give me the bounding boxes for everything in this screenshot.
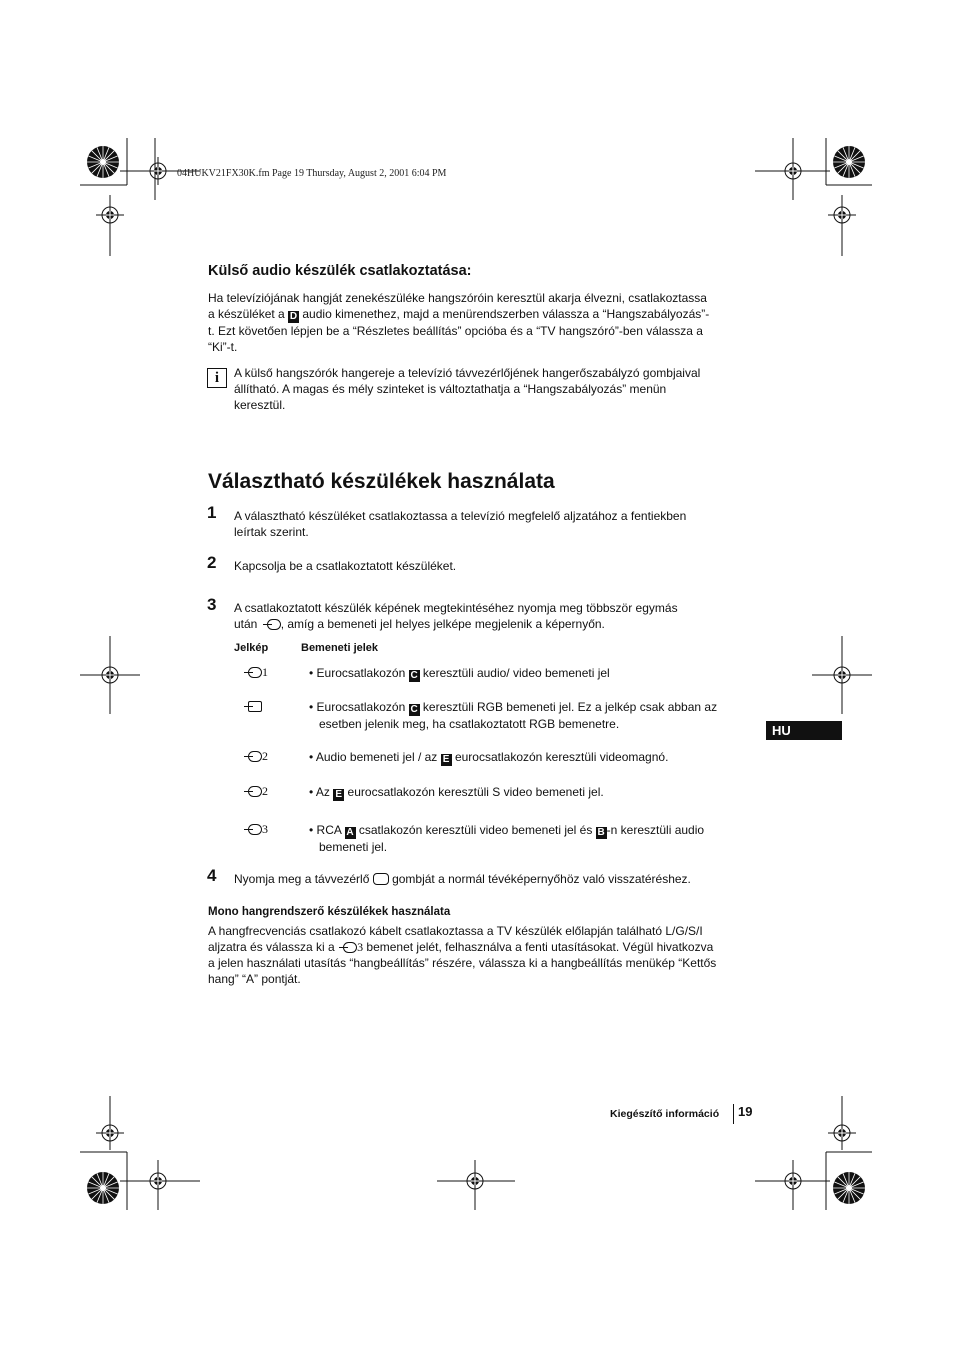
step-1-text: A választható készüléket csatlakoztassa a televízió megfelelő aljzatához a fentiekben leírtak szerint. <box>234 509 687 539</box>
table-header-signal: Bemeneti jelek <box>301 642 379 654</box>
tv-button-icon <box>373 873 389 885</box>
rgb-input-icon <box>248 701 262 712</box>
note-text: A külső hangszórók hangereje a televízió távvezérlőjének hangerőszabályzó gombjaival állítható. A magas és mély szinteket is változtathatja a “Hangszabályozás” menün keresztül. <box>234 366 701 412</box>
table-row: • Audio bemeneti jel / az E eurocsatlakozón keresztüli videomagnó. <box>309 750 669 765</box>
table-row: • RCA A csatlakozón keresztüli video bemeneti jel és B -n keresztüli audio bemeneti jel. <box>309 823 705 854</box>
s-video-symbol: 2 <box>248 784 268 799</box>
s-video-icon <box>248 786 262 797</box>
section-heading-external-audio: Külső audio készülék csatlakoztatása: <box>208 263 472 279</box>
table-header-symbol: Jelkép <box>234 642 269 654</box>
input-symbol-3: 3 <box>248 822 268 837</box>
input-symbol-2: 2 <box>248 749 268 764</box>
external-audio-paragraph: Ha televíziójának hangját zenekészüléke hangszóróin keresztül akarja élvezni, csatlakoztassa a készüléket a D audio kimenethez, majd a menürendszerben válassza a “Hangszabályozás”- t. Ezt követően lépjen be a “Részletes beállítás” opcióba és a “TV hangszóró”-ben válassza a “Ki”-t. <box>208 291 710 354</box>
step-number-2: 2 <box>207 553 217 572</box>
input-icon <box>248 667 262 678</box>
input-symbol-1: 1 <box>248 665 268 680</box>
input-icon <box>343 942 357 953</box>
file-header: 04HUKV21FX30K.fm Page 19 Thursday, August 2, 2001 6:04 PM <box>177 168 447 179</box>
input-select-icon <box>267 619 281 630</box>
mono-heading: Mono hangrendszerő készülékek használata <box>208 906 451 918</box>
mono-paragraph: A hangfrecvenciás csatlakozó kábelt csatlakoztassa a TV készülék előlapján található L/G/S/I aljzatra és válassza ki a 3 bemenet jelét, felhasználva a fenti utasításokat. Végül hivatkozva a jelen használati utasítás “hangbeállítás” részére, válassza ki a hangbeállítás menükép “Kettős hang” “A” pontját. <box>208 924 717 986</box>
step-number-1: 1 <box>207 503 217 522</box>
table-row: • Eurocsatlakozón C keresztüli RGB bemeneti jel. Ez a jelkép csak abban az esetben jelenik meg, ha csatlakoztatott RGB bemenetre. <box>309 700 718 731</box>
step-3-text: A csatlakoztatott készülék képének megtekintéséhez nyomja meg többször egymás után , amíg a bemeneti jel helyes jelképe megjelenik a képernyőn. <box>234 601 678 631</box>
input-icon <box>248 751 262 762</box>
page-number: 19 <box>738 1104 753 1119</box>
step-number-3: 3 <box>207 595 217 614</box>
step-2-text: Kapcsolja be a csatlakoztatott készüléket. <box>234 559 457 573</box>
footer-divider <box>733 1104 734 1124</box>
table-row: • Az E eurocsatlakozón keresztüli S video bemeneti jel. <box>309 785 604 800</box>
info-icon: i <box>207 368 227 388</box>
step-4-text: Nyomja meg a távvezérlő gombját a normál tévéképernyőhöz való visszatéréshez. <box>234 872 691 886</box>
section-title: Választható készülékek használata <box>208 470 555 493</box>
input-icon <box>248 824 262 835</box>
footer-section-label: Kiegészítő információ <box>610 1108 720 1120</box>
rgb-input-symbol <box>248 699 262 714</box>
connector-d-badge: D <box>289 311 298 322</box>
step-number-4: 4 <box>207 866 217 885</box>
table-row: • Eurocsatlakozón C keresztüli audio/ video bemeneti jel <box>309 666 610 681</box>
language-tab: HU <box>766 721 842 740</box>
